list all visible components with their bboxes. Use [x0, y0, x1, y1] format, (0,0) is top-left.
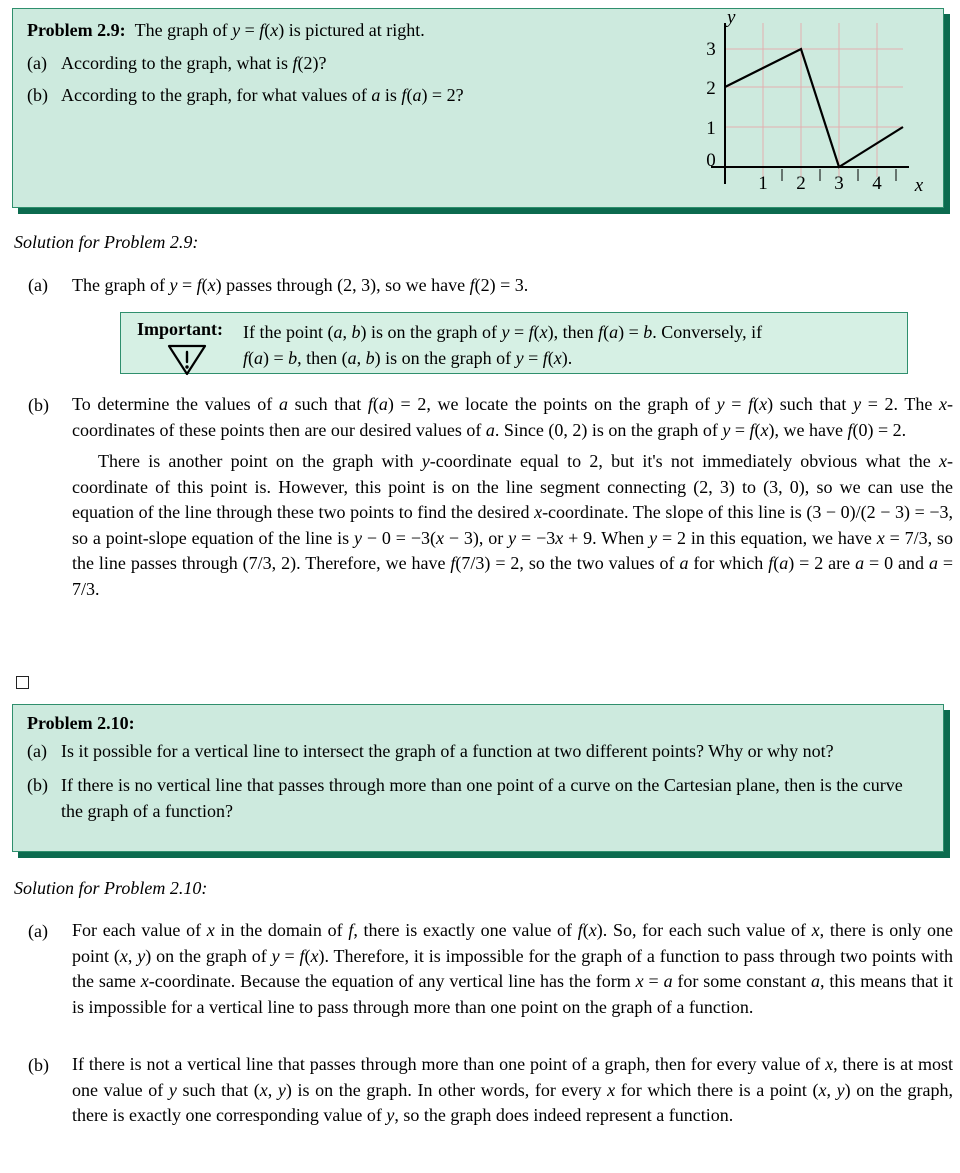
problem-2-10-part-a-label: (a): [27, 741, 47, 761]
y-tick-0: 0: [706, 150, 716, 171]
problem-2-10-part-b-label: (b): [27, 775, 48, 796]
problem-2-9-part-b-text: According to the graph, for what values of a is f(a) = 2?: [61, 85, 464, 106]
y-tick-2: 2: [706, 78, 716, 99]
problem-2-9-lead: The graph of y = f(x) is pictured at right.: [130, 20, 425, 40]
x-axis-label: x: [914, 175, 924, 196]
problem-2-10-content: [13, 705, 943, 834]
problem-2-9-box: [12, 8, 944, 208]
x-tick-1: 1: [758, 173, 768, 194]
solution-2-10-part-a-text: For each value of x in the domain of f, there is exactly one value of f(x). So, for each such value of x, there is only one point (x, y) on the graph of y = f(x). Therefore, it is impossible for the graph of a function to pass through two points with the same x-coordinate. Because the equation of any vertical line has the form x = a for some constant a, this means that it is impossible for a vertical line to pass through more than one point on the graph of a function.: [72, 920, 954, 1017]
problem-2-10-part-b: [27, 772, 929, 824]
solution-2-10-part-a-label: (a): [28, 921, 48, 941]
problem-2-9-part-a: [27, 50, 707, 76]
y-tick-3: 3: [706, 39, 716, 60]
problem-2-9-part-b: [27, 82, 707, 108]
solution-2-9-heading: Solution for Problem 2.9:: [14, 232, 199, 252]
x-tick-3: 3: [834, 173, 844, 194]
problem-2-9-part-a-text: According to the graph, what is f(2)?: [61, 53, 327, 73]
solution-2-10-heading: Solution for Problem 2.10:: [14, 878, 208, 898]
important-line-2: f(a) = b, then (a, b) is on the graph of y = f(x).: [243, 348, 573, 369]
problem-2-9-part-b-label: (b): [27, 85, 48, 106]
important-icon-area: [131, 319, 243, 365]
important-text: [243, 319, 897, 369]
problem-2-9-title: Problem 2.9:: [27, 20, 126, 40]
problem-2-9-part-a-label: (a): [27, 53, 47, 73]
problem-2-10-part-a-text: Is it possible for a vertical line to intersect the graph of a function at two different points? Why or why not?: [61, 741, 834, 761]
solution-2-10-part-b: [28, 1052, 953, 1129]
problem-2-9-heading-line: [27, 17, 707, 44]
solution-2-9-part-b: [28, 392, 953, 602]
solution-2-10-part-b-text: If there is not a vertical line that passes through more than one point of a graph, then for every value of x, there is at most one value of y such that (x, y) is on the graph. In other words, for every x for which there is a point (x, y) on the graph, there is exactly one corresponding value of y, so the graph does indeed represent a function.: [72, 1054, 954, 1126]
solution-2-10-part-a: [28, 918, 953, 1020]
function-graph: [703, 9, 933, 207]
problem-2-9-content: [13, 9, 721, 118]
important-box: [120, 312, 908, 374]
end-of-solution-marker: [16, 676, 29, 689]
y-tick-1: 1: [706, 118, 716, 139]
solution-2-10-part-b-label: (b): [28, 1055, 49, 1075]
grid-lines: [725, 23, 903, 177]
y-axis-label: y: [727, 9, 736, 28]
problem-2-10-part-a: [27, 738, 929, 764]
problem-2-10-box: [12, 704, 944, 852]
solution-2-9-part-b-paragraph-1: To determine the values of a such that f(a) = 2, we locate the points on the graph of y = f(x) such that y = 2. The x-coordinates of these points then are our desired values of a. Since (0, 2) is on the graph of y = f(x), we have f(0) = 2.: [72, 394, 953, 440]
problem-2-10-title: Problem 2.10:: [27, 713, 135, 733]
important-label: Important:: [137, 319, 223, 339]
problem-2-10-part-b-text: If there is no vertical line that passes through more than one point of a curve on the Cartesian plane, then is the curve the graph of a function?: [61, 775, 903, 822]
x-tick-2: 2: [796, 173, 806, 194]
solution-2-9-part-a-label: (a): [28, 275, 48, 295]
solution-2-9-part-a-text: The graph of y = f(x) passes through (2, 3), so we have f(2) = 3.: [72, 275, 529, 295]
solution-2-9-part-b-label: (b): [28, 395, 49, 415]
graph-curve: [725, 49, 903, 167]
important-line-1: If the point (a, b) is on the graph of y = f(x), then f(a) = b. Conversely, if: [243, 322, 763, 342]
x-tick-4: 4: [872, 173, 882, 194]
function-graph-svg: [703, 9, 933, 207]
warning-icon: [165, 344, 209, 376]
solution-2-9-part-a: [28, 272, 928, 298]
solution-2-9-part-b-paragraph-2: There is another point on the graph with y-coordinate equal to 2, but it's not immediately obvious what the x-coordinate of this point is. However, this point is on the line segment connecting (2, 3) to (3, 0), so we can use the equation of the line through these two points to find the desired x-coordinate. The slope of this line is (3 − 0)/(2 − 3) = −3, so a point-slope equation of the line is y − 0 = −3(x − 3), or y = −3x + 9. When y = 2 in this equation, we have x = 7/3, so the line passes through (7/3, 2). Therefore, we have f(7/3) = 2, so the two values of a for which f(a) = 2 are a = 0 and a = 7/3.: [72, 451, 954, 599]
